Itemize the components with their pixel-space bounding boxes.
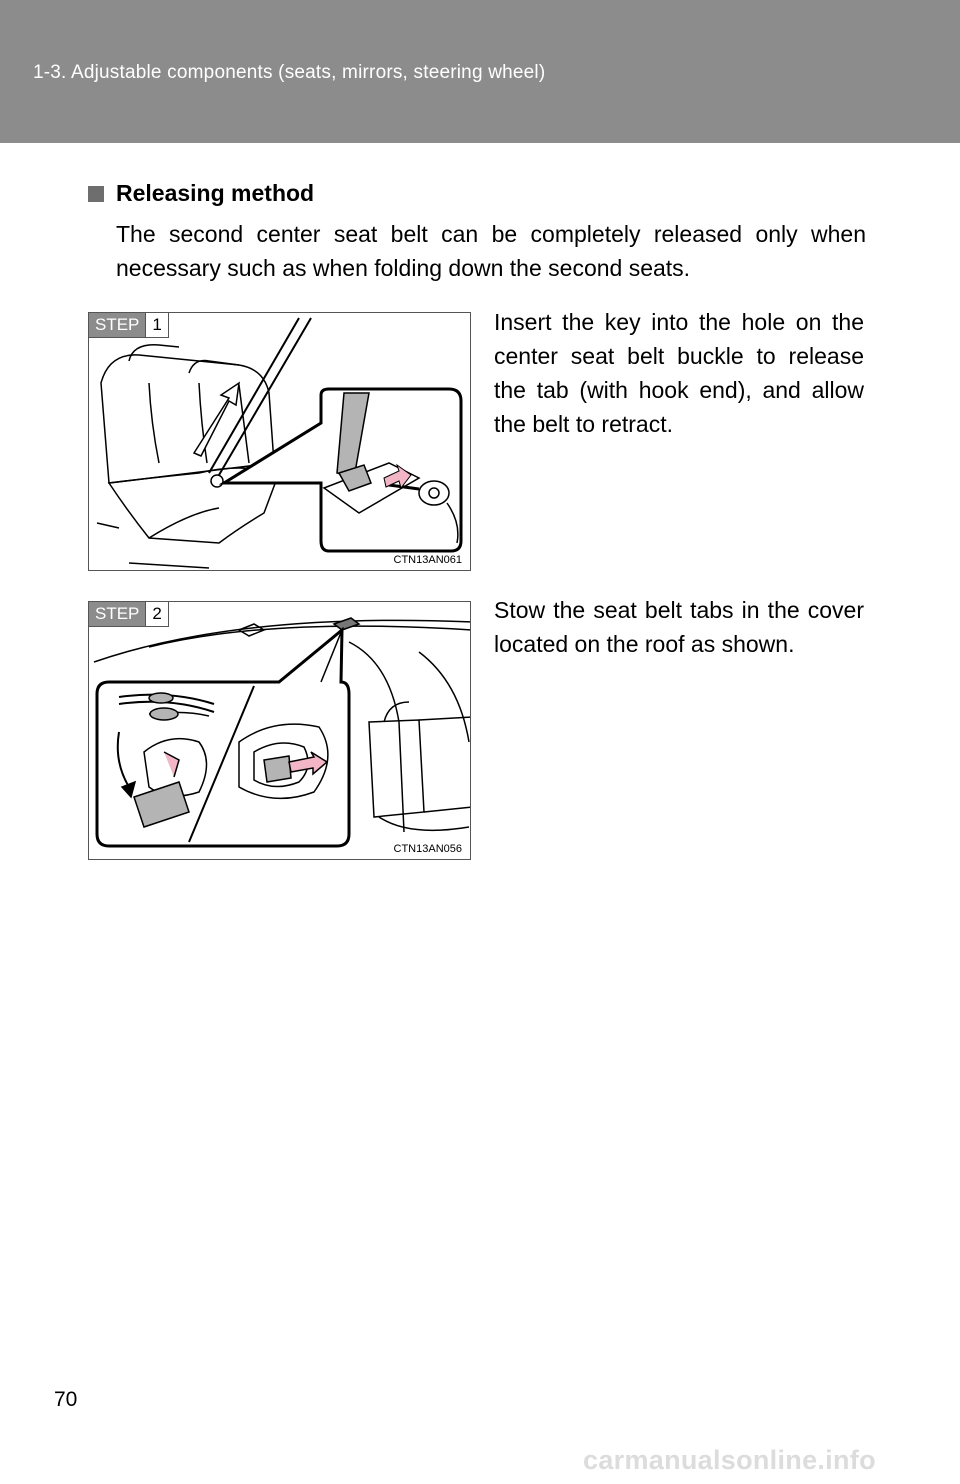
step2-text: Stow the seat belt tabs in the cover located on the roof as shown. — [494, 597, 864, 657]
step1-figure — [88, 312, 471, 571]
step1-tag — [89, 313, 169, 338]
step2-tag — [89, 602, 169, 627]
step2-number: 2 — [145, 602, 167, 626]
seatbelt-buckle-illustration — [89, 313, 471, 571]
step2-label: STEP — [89, 602, 145, 626]
roof-stowing-illustration — [89, 602, 471, 860]
step1-figure-code: CTN13AN061 — [393, 554, 462, 566]
section-title: Releasing method — [116, 180, 315, 206]
step1-number: 1 — [145, 313, 167, 337]
section-intro: The second center seat belt can be completely released only when necessary such as when folding down the second seats. — [116, 221, 866, 281]
step2-figure — [88, 601, 471, 860]
header-title: 1-3. Adjustable components (seats, mirrors, steering wheel) — [33, 62, 546, 83]
step2-figure-code: CTN13AN056 — [393, 843, 462, 855]
page-number: 70 — [54, 1388, 78, 1411]
watermark-link[interactable]: carmanualsonline.info — [583, 1445, 876, 1475]
section-bullet-icon — [88, 186, 104, 202]
step1-label: STEP — [89, 313, 145, 337]
page-header — [0, 0, 960, 143]
step1-text: Insert the key into the hole on the center seat belt buckle to release the tab (with hook end), and allow the belt to retract. — [494, 309, 864, 437]
